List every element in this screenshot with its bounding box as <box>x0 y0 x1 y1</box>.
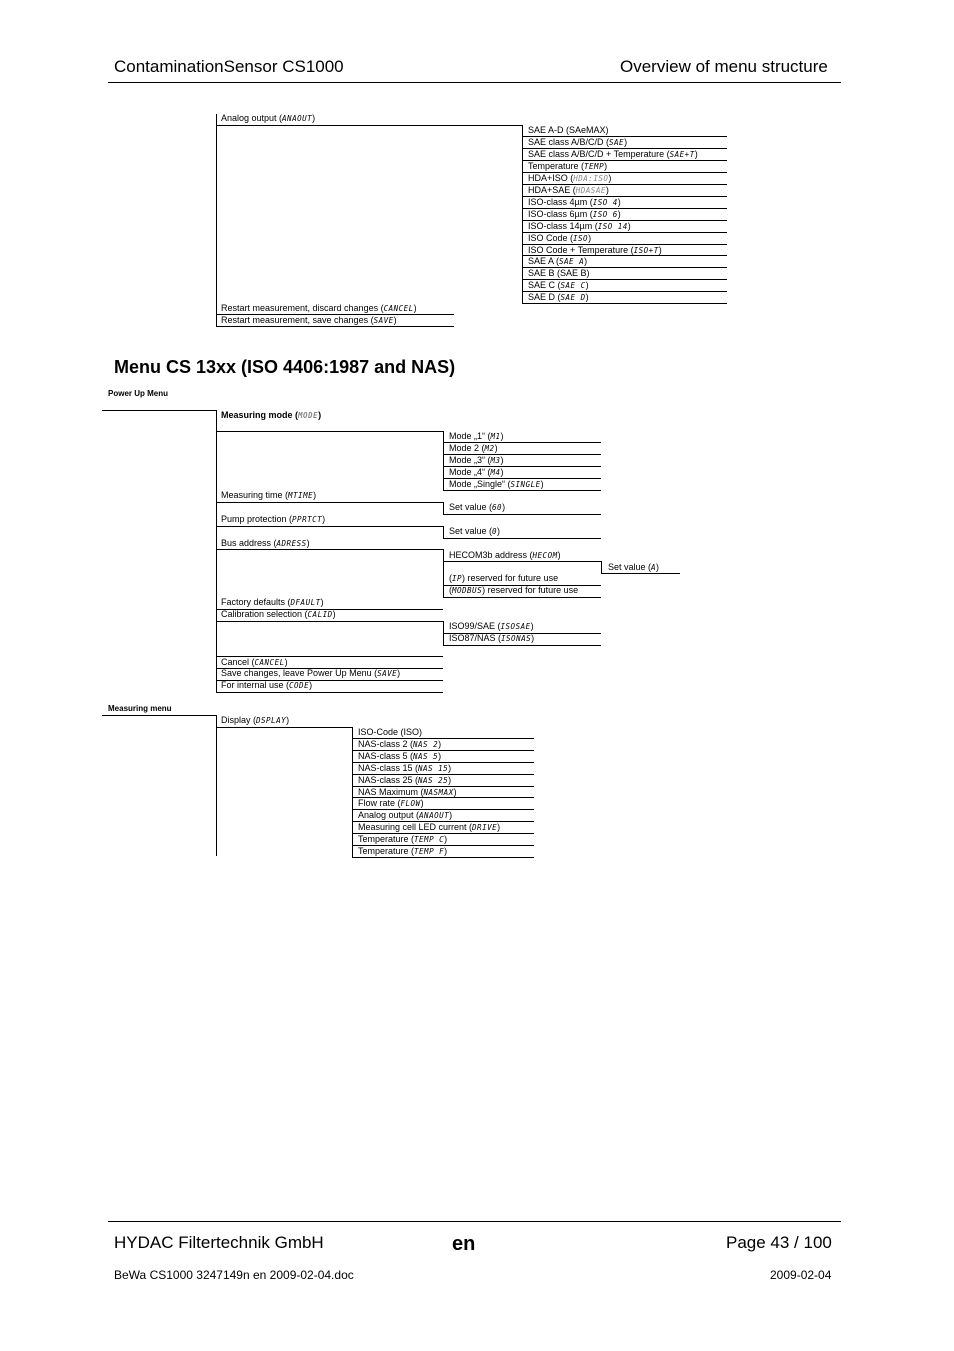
hecom-address-entry: HECOM3b address (HECOM) <box>449 550 561 560</box>
mode-option: Mode „1“ (M1) <box>449 431 504 441</box>
display-option: ISO-Code (ISO) <box>358 727 423 737</box>
row-divider <box>443 490 601 491</box>
header-section: Overview of menu structure <box>620 57 828 76</box>
section-title: Menu CS 13xx (ISO 4406:1987 and NAS) <box>114 357 456 377</box>
footer-doc-name: BeWa CS1000 3247149n en 2009-02-04.doc <box>114 1268 354 1282</box>
footer-company: HYDAC Filtertechnik GmbH <box>114 1233 324 1252</box>
header-title: ContaminationSensor CS1000 <box>114 57 344 76</box>
display-option: Analog output (ANAOUT) <box>358 810 453 821</box>
mode-option: Mode „3“ (M3) <box>449 455 504 465</box>
modbus-reserved-entry: (MODBUS) reserved for future use <box>449 585 579 595</box>
analog-option: SAE D (SAE D) <box>528 292 589 303</box>
mode-option: Mode „4“ (M4) <box>449 467 504 477</box>
analog-option: HDA+SAE (HDASAE) <box>528 184 609 195</box>
analog-option: SAE B (SAE B) <box>528 268 590 279</box>
header-rule <box>108 82 841 83</box>
display-option: Temperature (TEMP C) <box>358 834 448 845</box>
iso87-nas-entry: ISO87/NAS (ISONAS) <box>449 633 535 643</box>
display-entry: Display (DSPLAY) <box>221 715 290 725</box>
display-option: NAS-class 2 (NAS 2) <box>358 738 442 749</box>
set-value-a: Set value (A) <box>608 562 660 572</box>
footer-language: en <box>452 1233 476 1255</box>
analog-option: SAE A (SAE A) <box>528 256 588 267</box>
set-value-0: Set value (0) <box>449 526 501 536</box>
restart-save-entry: Restart measurement, save changes (SAVE) <box>221 315 397 325</box>
analog-option: ISO-class 14µm (ISO 14) <box>528 220 631 231</box>
measuring-mode-entry: Measuring mode (MODE) <box>221 410 322 420</box>
pump-protection-entry: Pump protection (PPRTCT) <box>221 514 326 524</box>
row-divider <box>352 857 534 858</box>
analog-option: ISO Code (ISO) <box>528 232 592 243</box>
analog-option: Temperature (TEMP) <box>528 160 608 171</box>
mode-option: Mode „Single“ (SINGLE) <box>449 479 544 489</box>
save-leave-entry: Save changes, leave Power Up Menu (SAVE) <box>221 668 401 678</box>
analog-option: SAE A-D (SAeMAX) <box>528 125 609 135</box>
display-option: NAS-class 5 (NAS 5) <box>358 750 442 761</box>
display-option: NAS-class 15 (NAS 15) <box>358 762 452 773</box>
factory-defaults-entry: Factory defaults (DFAULT) <box>221 597 324 607</box>
analog-option: SAE class A/B/C/D + Temperature (SAE+T) <box>528 148 698 159</box>
analog-option: SAE class A/B/C/D (SAE) <box>528 136 628 147</box>
analog-output-entry: Analog output (ANAOUT) <box>221 113 316 123</box>
ip-reserved-entry: (IP) reserved for future use <box>449 573 559 583</box>
bus-address-entry: Bus address (ADRESS) <box>221 538 310 548</box>
display-option: Flow rate (FLOW) <box>358 798 424 809</box>
measuring-menu-label: Measuring menu <box>108 704 172 713</box>
cancel-entry: Cancel (CANCEL) <box>221 657 288 667</box>
analog-option: ISO-class 6µm (ISO 6) <box>528 208 621 219</box>
measuring-time-entry: Measuring time (MTIME) <box>221 490 317 500</box>
analog-option: ISO Code + Temperature (ISO+T) <box>528 244 662 255</box>
calibration-selection-entry: Calibration selection (CALID) <box>221 609 336 619</box>
power-up-menu-label: Power Up Menu <box>108 389 169 398</box>
row-divider <box>522 303 727 304</box>
display-option: Temperature (TEMP F) <box>358 846 448 856</box>
footer-date: 2009-02-04 <box>770 1268 832 1282</box>
display-option: NAS Maximum (NASMAX) <box>358 786 457 797</box>
restart-discard-entry: Restart measurement, discard changes (CANCEL) <box>221 303 417 313</box>
footer-page-number: Page 43 / 100 <box>726 1233 832 1252</box>
analog-option: ISO-class 4µm (ISO 4) <box>528 196 621 207</box>
footer-rule <box>108 1221 841 1222</box>
mode-option: Mode 2 (M2) <box>449 443 498 453</box>
iso99-sae-entry: ISO99/SAE (ISOSAE) <box>449 621 534 631</box>
internal-use-entry: For internal use (CODE) <box>221 680 313 690</box>
analog-option: HDA+ISO (HDA:ISO) <box>528 172 612 183</box>
analog-option: SAE C (SAE C) <box>528 280 589 291</box>
set-value-60: Set value (60) <box>449 502 506 512</box>
display-option: NAS-class 25 (NAS 25) <box>358 774 452 785</box>
display-option: Measuring cell LED current (DRIVE) <box>358 822 501 833</box>
